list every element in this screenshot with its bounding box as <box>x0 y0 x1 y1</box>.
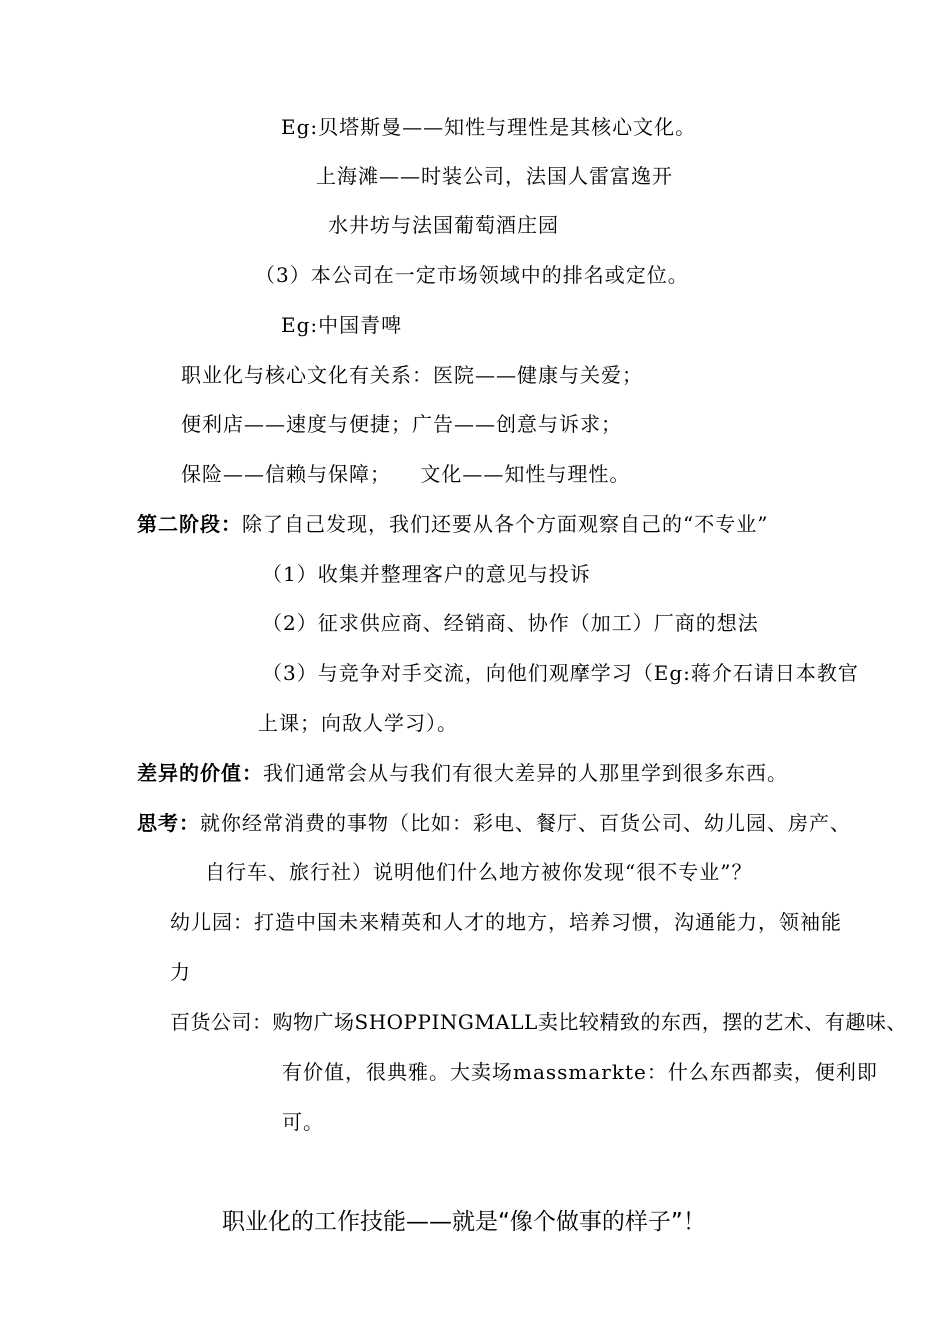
department-store-line-1: 百货公司：购物广场SHOPPINGMALL卖比较精致的东西，摆的艺术、有趣味、 <box>170 1010 907 1034</box>
example-shanghai-tang: 上海滩——时装公司，法国人雷富逸开 <box>316 164 673 188</box>
think-label: 思考： <box>137 811 200 835</box>
item-1: （1）收集并整理客户的意见与投诉 <box>262 562 591 586</box>
department-store-line-3: 可。 <box>282 1110 324 1134</box>
item-3-continued: 上课；向敌人学习）。 <box>258 711 458 735</box>
value-text: 我们通常会从与我们有很大差异的人那里学到很多东西。 <box>263 761 788 785</box>
stage-two-paragraph <box>137 510 768 538</box>
think-continued: 自行车、旅行社）说明他们什么地方被你发现“很不专业”？ <box>205 860 753 884</box>
department-store-line-2: 有价值，很典雅。大卖场massmarkte：什么东西都卖，便利即 <box>282 1060 878 1084</box>
example-bertelsmann: Eg:贝塔斯曼——知性与理性是其核心文化。 <box>281 115 697 139</box>
item-3: （3）与竞争对手交流，向他们观摩学习（Eg:蒋介石请日本教官 <box>262 661 859 685</box>
stage-two-label: 第二阶段： <box>137 512 242 536</box>
example-tsingtao: Eg:中国青啤 <box>281 313 403 337</box>
core-culture-insurance: 保险——信赖与保障； 文化——知性与理性。 <box>181 462 631 486</box>
core-culture-store: 便利店——速度与便捷；广告——创意与诉求； <box>181 412 622 436</box>
section-heading: 职业化的工作技能——就是“像个做事的样子”！ <box>222 1209 706 1235</box>
example-swellfun: 水井坊与法国葡萄酒庄园 <box>328 213 559 237</box>
stage-two-text: 除了自己发现，我们还要从各个方面观察自己的“不专业” <box>242 512 769 536</box>
item-2: （2）征求供应商、经销商、协作（加工）厂商的想法 <box>262 611 759 635</box>
core-culture-hospital: 职业化与核心文化有关系：医院——健康与关爱； <box>181 363 643 387</box>
value-label: 差异的价值： <box>137 761 263 785</box>
kindergarten-line-2: 力 <box>170 960 191 984</box>
value-paragraph <box>137 759 788 787</box>
point-3-ranking: （3）本公司在一定市场领域中的排名或定位。 <box>255 263 689 287</box>
think-paragraph <box>137 809 851 837</box>
think-text: 就你经常消费的事物（比如：彩电、餐厅、百货公司、幼儿园、房产、 <box>200 811 851 835</box>
kindergarten-line-1: 幼儿园：打造中国未来精英和人才的地方，培养习惯，沟通能力，领袖能 <box>170 910 842 934</box>
